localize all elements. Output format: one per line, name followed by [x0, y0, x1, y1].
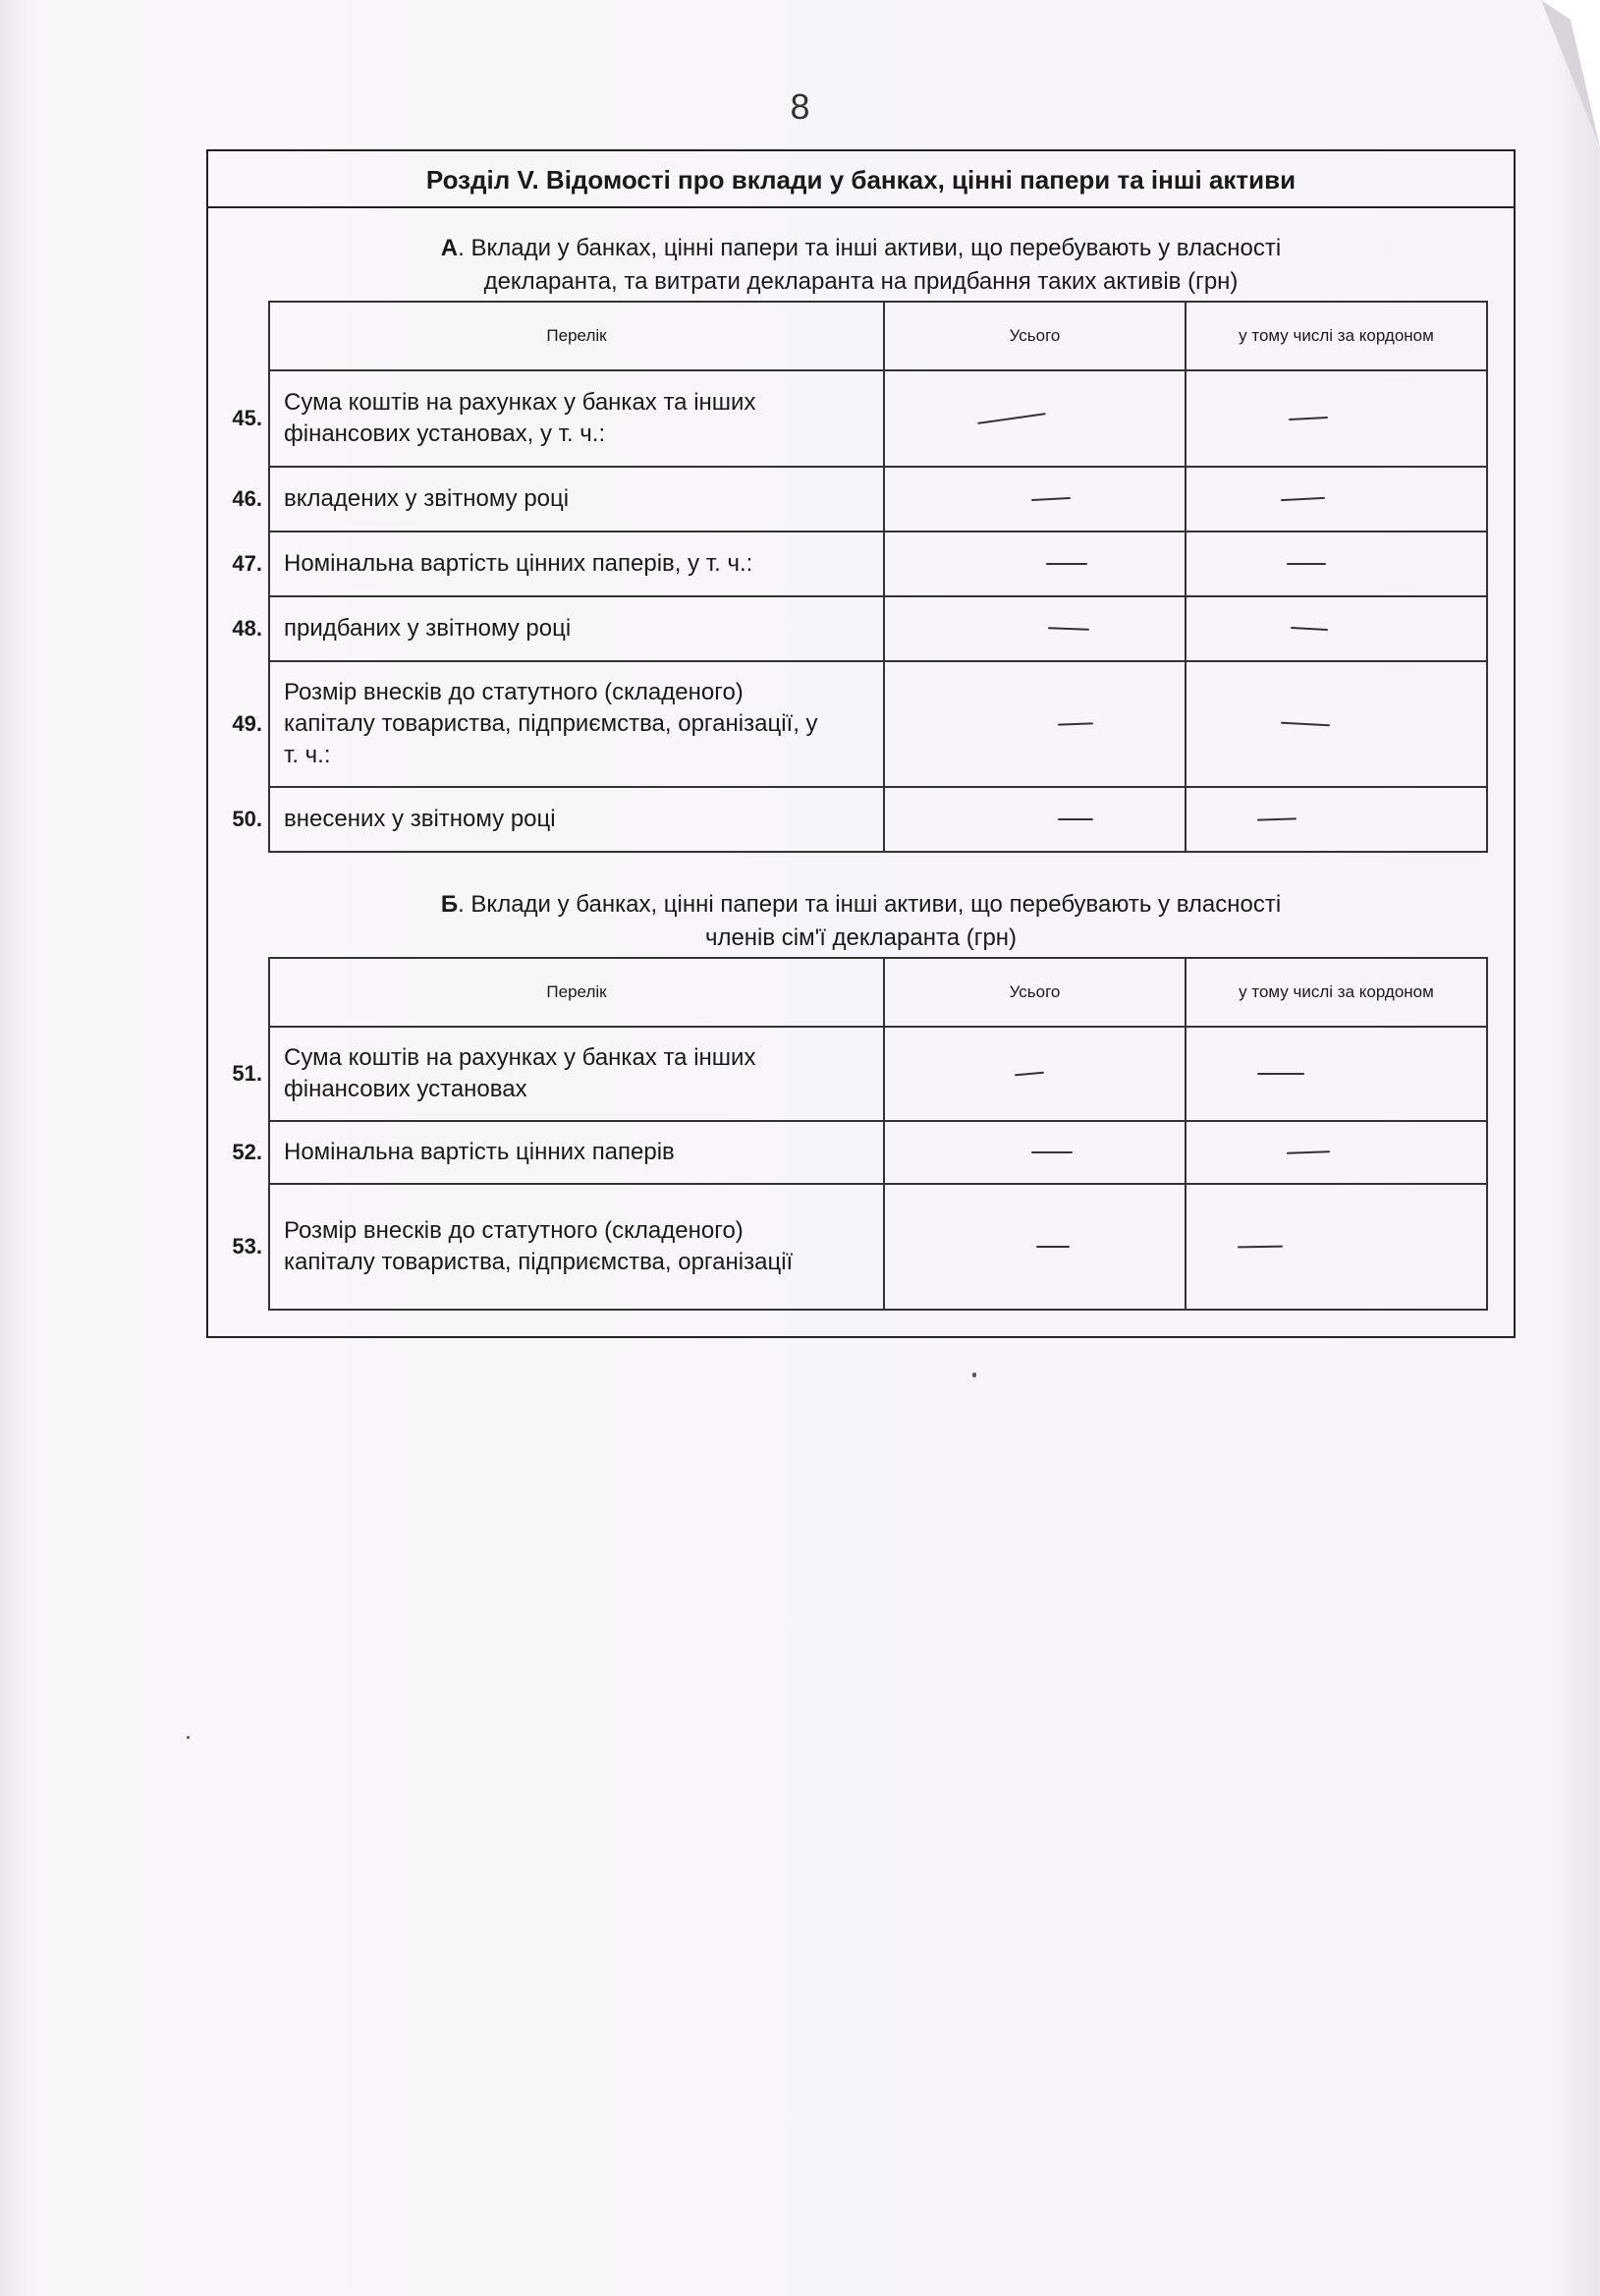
row-number: 53. — [232, 1234, 262, 1259]
part-b-heading-line2: членів сім'ї декларанта (грн) — [704, 924, 1018, 951]
row-number: 50. — [232, 807, 262, 831]
row-label-cell — [232, 596, 884, 661]
handwritten-dash — [977, 413, 1046, 424]
table-row — [269, 532, 1487, 596]
handwritten-dash — [1238, 1246, 1283, 1249]
part-b-heading — [208, 888, 1514, 955]
handwritten-dash — [1291, 627, 1328, 631]
row-number: 52. — [232, 1140, 262, 1164]
row-number: 51. — [232, 1061, 262, 1086]
column-header-list: Перелік — [269, 958, 884, 1027]
total-cell[interactable] — [884, 787, 1186, 852]
row-label: Розмір внесків до статутного (складеного) капіталу товариства, підприємства, організації — [284, 1217, 794, 1275]
ink-speck — [187, 1736, 190, 1739]
abroad-cell[interactable] — [1186, 1121, 1487, 1184]
total-cell[interactable] — [884, 532, 1186, 596]
table-row — [269, 1027, 1487, 1121]
part-a-table — [232, 301, 1488, 853]
row-label-cell — [232, 1184, 884, 1310]
handwritten-dash — [1058, 818, 1093, 820]
handwritten-dash — [1289, 417, 1328, 420]
row-label-cell — [232, 1121, 884, 1184]
table-row — [269, 787, 1487, 852]
row-number: 47. — [232, 551, 262, 576]
total-cell[interactable] — [884, 370, 1186, 467]
row-number: 49. — [232, 711, 262, 736]
row-label: Сума коштів на рахунках у банках та інших фінансових установах, у т. ч.: — [284, 389, 756, 447]
abroad-cell[interactable] — [1186, 787, 1487, 852]
handwritten-dash — [1281, 497, 1325, 501]
row-label: Сума коштів на рахунках у банках та інших фінансових установах — [284, 1044, 756, 1102]
column-header-total: Усього — [884, 302, 1186, 370]
part-b-letter: Б — [440, 891, 459, 918]
row-label: Номінальна вартість цінних паперів, у т. ч.: — [284, 550, 753, 577]
handwritten-dash — [1046, 563, 1087, 565]
total-cell[interactable] — [884, 1121, 1186, 1184]
total-cell[interactable] — [884, 467, 1186, 532]
row-label-cell — [232, 370, 884, 467]
total-cell[interactable] — [884, 596, 1186, 661]
part-a-heading — [208, 232, 1514, 299]
abroad-cell[interactable] — [1186, 1184, 1487, 1310]
part-a-letter: А — [440, 235, 459, 261]
section-v-box — [206, 149, 1516, 1338]
page-number: 8 — [790, 86, 810, 127]
handwritten-dash — [1281, 722, 1330, 727]
table-row — [269, 661, 1487, 787]
part-a-header-row — [269, 302, 1487, 370]
table-row — [269, 596, 1487, 661]
handwritten-dash — [1287, 1150, 1330, 1154]
part-b-heading-line1: . Вклади у банках, цінні папери та інші активи, що перебувають у власності — [458, 891, 1282, 918]
handwritten-dash — [1257, 1073, 1304, 1075]
part-b-table — [232, 957, 1488, 1311]
table-row — [269, 1121, 1487, 1184]
handwritten-dash — [1257, 817, 1297, 820]
handwritten-dash — [1058, 722, 1093, 725]
row-label: Номінальна вартість цінних паперів — [284, 1139, 675, 1165]
column-header-abroad: у тому числі за кордоном — [1186, 958, 1487, 1027]
abroad-cell[interactable] — [1186, 1027, 1487, 1121]
abroad-cell[interactable] — [1186, 661, 1487, 787]
row-number: 48. — [232, 616, 262, 641]
row-label: внесених у звітному році — [284, 806, 556, 832]
row-label: вкладених у звітному році — [284, 485, 570, 512]
row-number: 46. — [232, 486, 262, 511]
handwritten-dash — [1031, 497, 1071, 501]
handwritten-dash — [1287, 563, 1326, 565]
ink-speck — [972, 1372, 976, 1377]
handwritten-dash — [1031, 1151, 1073, 1153]
row-label-cell — [232, 467, 884, 532]
abroad-cell[interactable] — [1186, 532, 1487, 596]
abroad-cell[interactable] — [1186, 596, 1487, 661]
handwritten-dash — [1048, 627, 1089, 630]
table-row — [269, 467, 1487, 532]
row-number: 45. — [232, 406, 262, 430]
row-label-cell — [232, 787, 884, 852]
row-label-cell — [232, 532, 884, 596]
row-label-cell — [232, 661, 884, 787]
part-a-heading-line2: декларанта, та витрати декларанта на придбання таких активів (грн) — [483, 268, 1239, 295]
row-label-cell — [232, 1027, 884, 1121]
total-cell[interactable] — [884, 1184, 1186, 1310]
table-row — [269, 1184, 1487, 1310]
abroad-cell[interactable] — [1186, 467, 1487, 532]
section-title: Розділ V. Відомості про вклади у банках, цінні папери та інші активи — [208, 151, 1514, 208]
total-cell[interactable] — [884, 1027, 1186, 1121]
column-header-abroad: у тому числі за кордоном — [1186, 302, 1487, 370]
row-label: Розмір внесків до статутного (складеного) капіталу товариства, підприємства, організації, у т. ч.: — [284, 679, 818, 768]
row-label: придбаних у звітному році — [284, 615, 572, 642]
part-a-heading-line1: . Вклади у банках, цінні папери та інші активи, що перебувають у власності — [458, 235, 1282, 261]
table-row — [269, 370, 1487, 467]
handwritten-dash — [1036, 1246, 1070, 1248]
column-header-list: Перелік — [269, 302, 884, 370]
abroad-cell[interactable] — [1186, 370, 1487, 467]
column-header-total: Усього — [884, 958, 1186, 1027]
total-cell[interactable] — [884, 661, 1186, 787]
handwritten-dash — [1015, 1072, 1044, 1077]
part-b-header-row — [269, 958, 1487, 1027]
